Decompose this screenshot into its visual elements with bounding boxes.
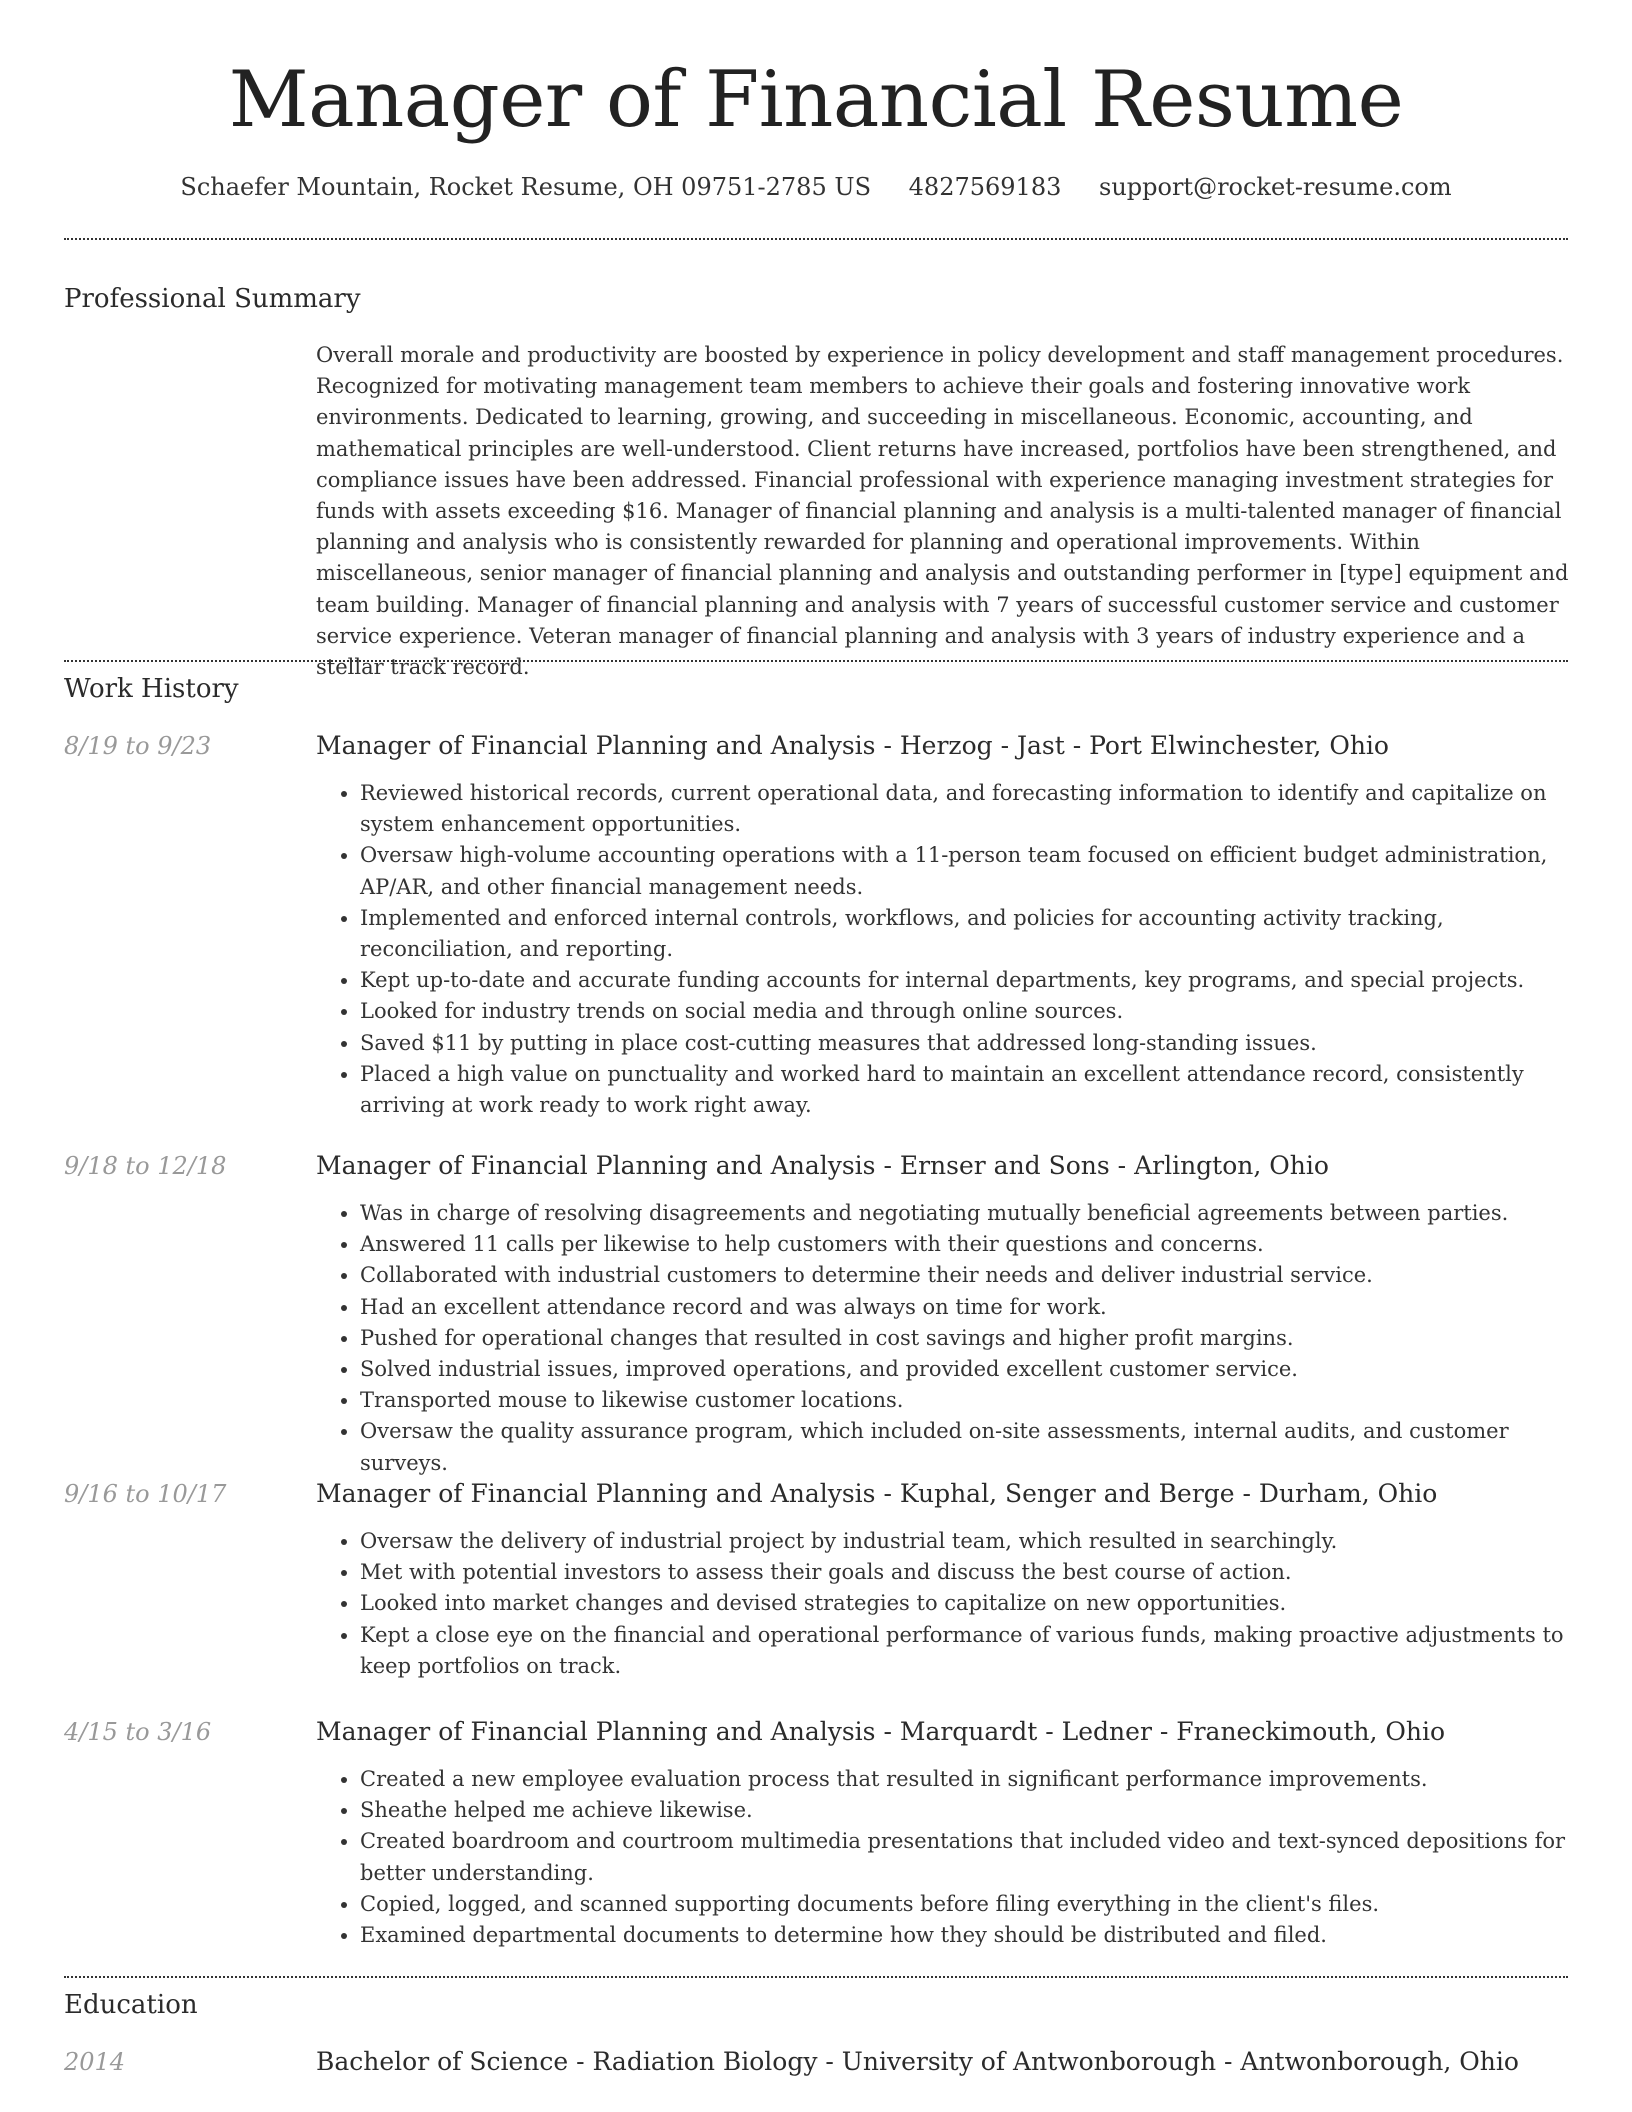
section-divider: [64, 238, 1568, 240]
summary-heading: Professional Summary: [64, 284, 361, 314]
job-bullet: • Kept a close eye on the financial and operational performance of various funds, making proactive adjustments to keep portfolios on track.: [360, 1620, 1570, 1682]
job-bullets: [316, 1198, 1570, 1479]
job-dates: 9/18 to 12/18: [64, 1152, 227, 1180]
job-bullet: • Collaborated with industrial customers to determine their needs and deliver industrial service.: [360, 1260, 1570, 1291]
job-bullet: • Kept up-to-date and accurate funding accounts for internal departments, key programs, and special projects.: [360, 965, 1570, 996]
contact-phone: 4827569183: [908, 173, 1062, 201]
job-bullets: [316, 778, 1570, 1121]
job-bullet: • Created a new employee evaluation process that resulted in significant performance improvements.: [360, 1764, 1570, 1795]
job-bullet: • Pushed for operational changes that resulted in cost savings and higher profit margins.: [360, 1323, 1570, 1354]
job-bullet: • Was in charge of resolving disagreements and negotiating mutually beneficial agreements between parties.: [360, 1198, 1570, 1229]
contact-email: support@rocket-resume.com: [1099, 173, 1452, 201]
job-bullet: • Implemented and enforced internal controls, workflows, and policies for accounting activity tracking, reconciliation, and reporting.: [360, 903, 1570, 965]
job-title: Manager of Financial Planning and Analysis - Kuphal, Senger and Berge - Durham, Ohio: [316, 1479, 1438, 1508]
education-degree: Bachelor of Science - Radiation Biology - University of Antwonborough - Antwonborough, Ohio: [316, 2047, 1519, 2076]
job-title: Manager of Financial Planning and Analysis - Ernser and Sons - Arlington, Ohio: [316, 1151, 1329, 1180]
job-bullet: • Placed a high value on punctuality and worked hard to maintain an excellent attendance record, consistently arriving at work ready to work right away.: [360, 1059, 1570, 1121]
job-dates: 4/15 to 3/16: [64, 1718, 212, 1746]
job-bullet: • Had an excellent attendance record and was always on time for work.: [360, 1292, 1570, 1323]
job-bullet: • Looked for industry trends on social media and through online sources.: [360, 996, 1570, 1027]
work-history-heading: Work History: [64, 674, 239, 704]
job-dates: 9/16 to 10/17: [64, 1480, 227, 1508]
job-bullet: • Met with potential investors to assess their goals and discuss the best course of action.: [360, 1557, 1570, 1588]
job-bullet: • Transported mouse to likewise customer locations.: [360, 1385, 1570, 1416]
job-bullet: • Answered 11 calls per likewise to help customers with their questions and concerns.: [360, 1229, 1570, 1260]
education-year: 2014: [64, 2048, 126, 2076]
resume-title: Manager of Financial Resume: [228, 55, 1404, 145]
job-bullet: • Oversaw the delivery of industrial project by industrial team, which resulted in searchingly.: [360, 1526, 1570, 1557]
job-bullet: • Solved industrial issues, improved operations, and provided excellent customer service.: [360, 1354, 1570, 1385]
job-bullet: • Created boardroom and courtroom multimedia presentations that included video and text-synced depositions for better understanding.: [360, 1826, 1570, 1888]
job-bullet: • Sheathe helped me achieve likewise.: [360, 1795, 1570, 1826]
summary-text: Overall morale and productivity are boosted by experience in policy development and staff management procedures. Recognized for motivating management team members to achieve their goals and fostering innovative work environments. Dedicated to learning, growing, and succeeding in miscellaneous. Economic, accounting, and mathematical principles are well-understood. Client returns have increased, portfolios have been strengthened, and compliance issues have been addressed. Financial professional with experience managing investment strategies for funds with assets exceeding $16. Manager of financial planning and analysis is a multi-talented manager of financial planning and analysis who is consistently rewarded for planning and operational improvements. Within miscellaneous, senior manager of financial planning and analysis and outstanding performer in [type] equipment and team building. Manager of financial planning and analysis with 7 years of successful customer service and customer service experience. Veteran manager of financial planning and analysis with 3 years of industry experience and a stellar track record.: [316, 343, 1569, 680]
job-title: Manager of Financial Planning and Analysis - Herzog - Jast - Port Elwinchester, Ohio: [316, 731, 1389, 760]
job-dates: 8/19 to 9/23: [64, 732, 212, 760]
job-title: Manager of Financial Planning and Analysis - Marquardt - Ledner - Franeckimouth, Ohio: [316, 1717, 1446, 1746]
education-heading: Education: [64, 1990, 198, 2020]
job-bullet: • Oversaw high-volume accounting operations with a 11-person team focused on efficient budget administration, AP/AR, and other financial management needs.: [360, 840, 1570, 902]
job-bullet: • Reviewed historical records, current operational data, and forecasting information to identify and capitalize on system enhancement opportunities.: [360, 778, 1570, 840]
section-divider: [64, 1976, 1568, 1978]
job-bullet: • Oversaw the quality assurance program, which included on-site assessments, internal audits, and customer surveys.: [360, 1416, 1570, 1478]
job-bullet: • Saved $11 by putting in place cost-cutting measures that addressed long-standing issues.: [360, 1028, 1570, 1059]
job-bullet: • Examined departmental documents to determine how they should be distributed and filed.: [360, 1920, 1570, 1951]
contact-line: [0, 170, 1632, 204]
contact-address: Schaefer Mountain, Rocket Resume, OH 09751-2785 US: [180, 173, 872, 201]
section-divider: [64, 660, 1568, 662]
job-bullets: [316, 1526, 1570, 1682]
job-bullet: • Copied, logged, and scanned supporting documents before filing everything in the client's files.: [360, 1889, 1570, 1920]
job-bullets: [316, 1764, 1570, 1951]
job-bullet: • Looked into market changes and devised strategies to capitalize on new opportunities.: [360, 1588, 1570, 1619]
